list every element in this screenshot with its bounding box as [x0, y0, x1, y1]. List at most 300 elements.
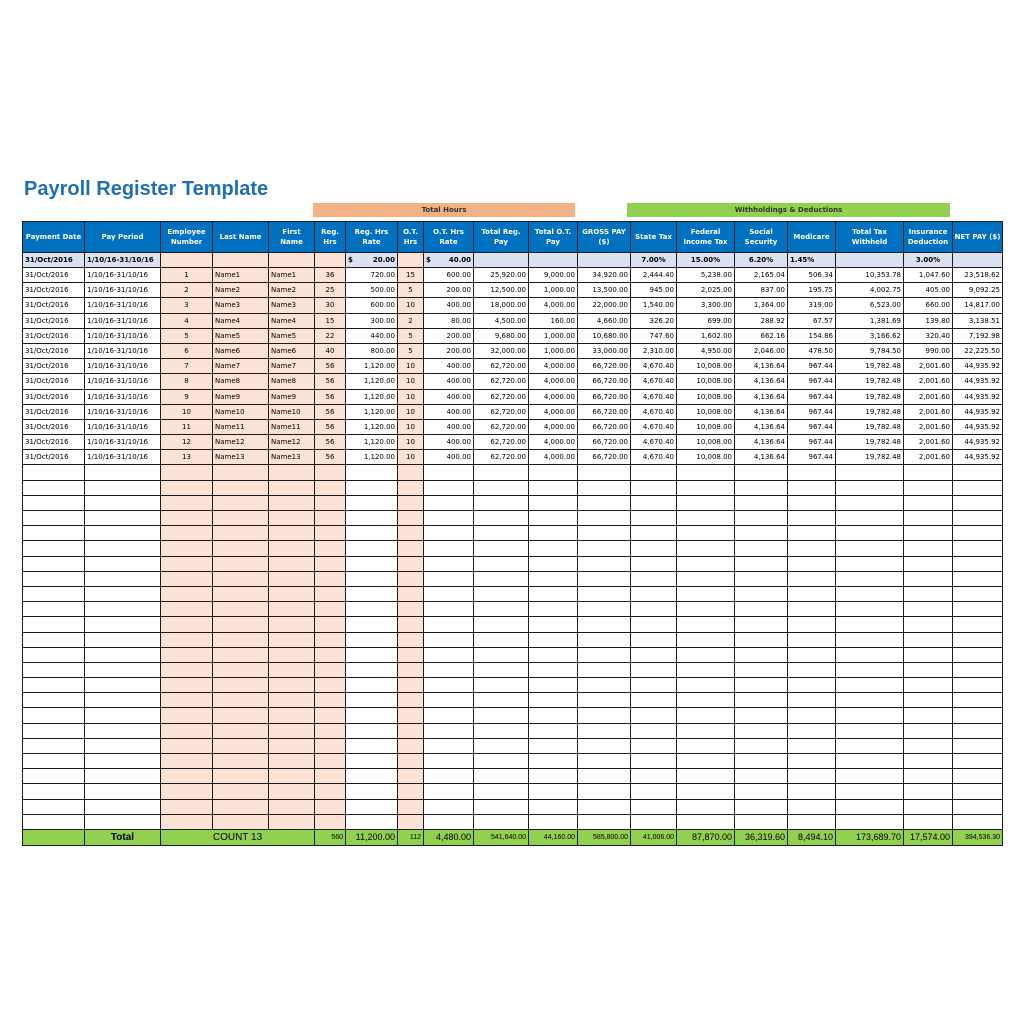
empty-cell[interactable] [398, 662, 424, 677]
cell-last-name[interactable]: Name6 [213, 343, 269, 358]
cell-reg-hrs[interactable]: 56 [315, 374, 346, 389]
cell-total-tax-withheld[interactable]: 6,523.00 [836, 298, 904, 313]
empty-cell[interactable] [788, 814, 836, 829]
cell-insurance-deduction[interactable]: 139.80 [904, 313, 953, 328]
empty-cell[interactable] [269, 799, 315, 814]
empty-cell[interactable] [904, 784, 953, 799]
empty-cell[interactable] [474, 814, 529, 829]
cell-gross-pay[interactable]: 13,500.00 [578, 283, 631, 298]
cell-social-security[interactable]: 4,136.64 [735, 435, 788, 450]
empty-cell[interactable] [23, 784, 85, 799]
empty-cell[interactable] [315, 647, 346, 662]
empty-cell[interactable] [904, 662, 953, 677]
empty-cell[interactable] [904, 617, 953, 632]
cell-payment-date[interactable]: 31/Oct/2016 [23, 359, 85, 374]
empty-cell[interactable] [346, 511, 398, 526]
cell-federal-income-tax[interactable]: 3,300.00 [677, 298, 735, 313]
empty-cell[interactable] [529, 814, 578, 829]
cell-total-tax-withheld[interactable]: 19,782.48 [836, 450, 904, 465]
empty-cell[interactable] [161, 708, 213, 723]
cell-reg-hrs-rate[interactable]: 800.00 [346, 343, 398, 358]
cell-state-tax[interactable]: 1,540.00 [631, 298, 677, 313]
rates-cell[interactable] [398, 253, 424, 268]
empty-cell[interactable] [269, 541, 315, 556]
empty-cell[interactable] [578, 754, 631, 769]
empty-cell[interactable] [213, 511, 269, 526]
cell-total-tax-withheld[interactable]: 19,782.48 [836, 419, 904, 434]
rates-cell[interactable] [529, 253, 578, 268]
cell-last-name[interactable]: Name12 [213, 435, 269, 450]
cell-reg-hrs[interactable]: 22 [315, 328, 346, 343]
empty-cell[interactable] [23, 465, 85, 480]
cell-gross-pay[interactable]: 66,720.00 [578, 404, 631, 419]
empty-cell[interactable] [315, 480, 346, 495]
empty-cell[interactable] [677, 556, 735, 571]
empty-cell[interactable] [578, 571, 631, 586]
empty-cell[interactable] [161, 586, 213, 601]
empty-cell[interactable] [529, 754, 578, 769]
empty-cell[interactable] [474, 617, 529, 632]
empty-cell[interactable] [23, 511, 85, 526]
cell-last-name[interactable]: Name1 [213, 268, 269, 283]
cell-ot-hrs-rate[interactable]: 400.00 [424, 419, 474, 434]
empty-cell[interactable] [85, 465, 161, 480]
cell-pay-period[interactable]: 1/10/16-31/10/16 [85, 343, 161, 358]
empty-cell[interactable] [424, 511, 474, 526]
empty-cell[interactable] [23, 769, 85, 784]
empty-cell[interactable] [788, 480, 836, 495]
cell-total-ot-pay[interactable]: 4,000.00 [529, 359, 578, 374]
empty-cell[interactable] [836, 465, 904, 480]
empty-cell[interactable] [474, 799, 529, 814]
cell-medicare[interactable]: 967.44 [788, 374, 836, 389]
empty-cell[interactable] [904, 632, 953, 647]
empty-cell[interactable] [161, 571, 213, 586]
empty-cell[interactable] [474, 723, 529, 738]
empty-cell[interactable] [85, 586, 161, 601]
cell-total-tax-withheld[interactable]: 19,782.48 [836, 435, 904, 450]
cell-federal-income-tax[interactable]: 699.00 [677, 313, 735, 328]
empty-cell[interactable] [213, 738, 269, 753]
empty-cell[interactable] [788, 754, 836, 769]
cell-medicare[interactable]: 506.34 [788, 268, 836, 283]
empty-cell[interactable] [904, 799, 953, 814]
empty-cell[interactable] [424, 723, 474, 738]
cell-first-name[interactable]: Name12 [269, 435, 315, 450]
empty-cell[interactable] [85, 662, 161, 677]
cell-total-reg-pay[interactable]: 18,000.00 [474, 298, 529, 313]
empty-cell[interactable] [836, 784, 904, 799]
empty-cell[interactable] [474, 480, 529, 495]
empty-cell[interactable] [161, 602, 213, 617]
empty-cell[interactable] [788, 586, 836, 601]
empty-cell[interactable] [161, 617, 213, 632]
empty-cell[interactable] [677, 678, 735, 693]
empty-cell[interactable] [631, 602, 677, 617]
cell-state-tax[interactable]: 4,670.40 [631, 389, 677, 404]
cell-total-ot-pay[interactable]: 1,000.00 [529, 283, 578, 298]
cell-payment-date[interactable]: 31/Oct/2016 [23, 343, 85, 358]
rates-cell[interactable] [836, 253, 904, 268]
cell-net-pay[interactable]: 44,935.92 [953, 435, 1003, 450]
empty-cell[interactable] [398, 495, 424, 510]
empty-cell[interactable] [836, 586, 904, 601]
empty-cell[interactable] [424, 647, 474, 662]
empty-cell[interactable] [735, 556, 788, 571]
cell-payment-date[interactable]: 31/Oct/2016 [23, 268, 85, 283]
empty-cell[interactable] [474, 602, 529, 617]
empty-cell[interactable] [85, 526, 161, 541]
empty-cell[interactable] [346, 541, 398, 556]
empty-cell[interactable] [161, 754, 213, 769]
cell-total-ot-pay[interactable]: 4,000.00 [529, 374, 578, 389]
cell-federal-income-tax[interactable]: 10,008.00 [677, 374, 735, 389]
cell-reg-hrs-rate[interactable]: 1,120.00 [346, 389, 398, 404]
empty-cell[interactable] [836, 571, 904, 586]
empty-cell[interactable] [23, 754, 85, 769]
empty-cell[interactable] [836, 799, 904, 814]
empty-cell[interactable] [269, 602, 315, 617]
cell-ot-hrs-rate[interactable]: 200.00 [424, 343, 474, 358]
empty-cell[interactable] [904, 465, 953, 480]
empty-cell[interactable] [578, 480, 631, 495]
empty-cell[interactable] [161, 678, 213, 693]
empty-cell[interactable] [85, 480, 161, 495]
empty-cell[interactable] [904, 647, 953, 662]
empty-cell[interactable] [424, 754, 474, 769]
cell-net-pay[interactable]: 3,138.51 [953, 313, 1003, 328]
cell-total-tax-withheld[interactable]: 10,353.78 [836, 268, 904, 283]
empty-cell[interactable] [677, 602, 735, 617]
cell-employee-number[interactable]: 6 [161, 343, 213, 358]
empty-cell[interactable] [631, 511, 677, 526]
empty-cell[interactable] [788, 662, 836, 677]
cell-total-ot-pay[interactable]: 4,000.00 [529, 450, 578, 465]
empty-cell[interactable] [161, 632, 213, 647]
cell-net-pay[interactable]: 9,092.25 [953, 283, 1003, 298]
empty-cell[interactable] [315, 495, 346, 510]
empty-cell[interactable] [315, 693, 346, 708]
empty-cell[interactable] [904, 571, 953, 586]
empty-cell[interactable] [161, 723, 213, 738]
cell-total-tax-withheld[interactable]: 19,782.48 [836, 359, 904, 374]
col-header-gross-pay[interactable]: GROSS PAY ($) [578, 222, 631, 253]
col-header-reg-hrs-rate[interactable]: Reg. Hrs Rate [346, 222, 398, 253]
cell-ot-hrs[interactable]: 10 [398, 389, 424, 404]
empty-cell[interactable] [315, 769, 346, 784]
cell-insurance-deduction[interactable]: 1,047.60 [904, 268, 953, 283]
empty-cell[interactable] [953, 571, 1003, 586]
cell-reg-hrs-rate[interactable]: 1,120.00 [346, 435, 398, 450]
empty-cell[interactable] [213, 602, 269, 617]
cell-net-pay[interactable]: 44,935.92 [953, 450, 1003, 465]
empty-cell[interactable] [315, 511, 346, 526]
empty-cell[interactable] [953, 526, 1003, 541]
empty-cell[interactable] [677, 693, 735, 708]
empty-cell[interactable] [788, 465, 836, 480]
empty-cell[interactable] [953, 693, 1003, 708]
empty-cell[interactable] [735, 617, 788, 632]
cell-gross-pay[interactable]: 10,680.00 [578, 328, 631, 343]
empty-cell[interactable] [677, 814, 735, 829]
cell-first-name[interactable]: Name2 [269, 283, 315, 298]
cell-reg-hrs[interactable]: 40 [315, 343, 346, 358]
empty-cell[interactable] [474, 678, 529, 693]
empty-cell[interactable] [788, 556, 836, 571]
cell-gross-pay[interactable]: 66,720.00 [578, 419, 631, 434]
empty-cell[interactable] [836, 632, 904, 647]
empty-cell[interactable] [631, 799, 677, 814]
cell-medicare[interactable]: 967.44 [788, 404, 836, 419]
cell-first-name[interactable]: Name11 [269, 419, 315, 434]
empty-cell[interactable] [346, 708, 398, 723]
cell-first-name[interactable]: Name10 [269, 404, 315, 419]
cell-total-reg-pay[interactable]: 62,720.00 [474, 419, 529, 434]
empty-cell[interactable] [953, 465, 1003, 480]
cell-reg-hrs-rate[interactable]: 1,120.00 [346, 359, 398, 374]
insurance-rate[interactable]: 3.00% [904, 253, 953, 268]
empty-cell[interactable] [474, 495, 529, 510]
cell-employee-number[interactable]: 10 [161, 404, 213, 419]
empty-cell[interactable] [735, 526, 788, 541]
cell-employee-number[interactable]: 11 [161, 419, 213, 434]
empty-cell[interactable] [474, 784, 529, 799]
cell-employee-number[interactable]: 12 [161, 435, 213, 450]
cell-social-security[interactable]: 837.00 [735, 283, 788, 298]
col-header-ot-hrs-rate[interactable]: O.T. Hrs Rate [424, 222, 474, 253]
empty-cell[interactable] [578, 495, 631, 510]
empty-cell[interactable] [529, 480, 578, 495]
empty-cell[interactable] [85, 632, 161, 647]
empty-cell[interactable] [213, 586, 269, 601]
col-header-last-name[interactable]: Last Name [213, 222, 269, 253]
empty-cell[interactable] [315, 586, 346, 601]
empty-cell[interactable] [788, 723, 836, 738]
empty-cell[interactable] [85, 784, 161, 799]
col-header-reg-hrs[interactable]: Reg. Hrs [315, 222, 346, 253]
empty-cell[interactable] [23, 632, 85, 647]
empty-cell[interactable] [578, 784, 631, 799]
cell-employee-number[interactable]: 2 [161, 283, 213, 298]
empty-cell[interactable] [23, 617, 85, 632]
empty-cell[interactable] [677, 480, 735, 495]
empty-cell[interactable] [346, 632, 398, 647]
empty-cell[interactable] [788, 632, 836, 647]
empty-cell[interactable] [269, 465, 315, 480]
empty-cell[interactable] [85, 799, 161, 814]
empty-cell[interactable] [424, 662, 474, 677]
empty-cell[interactable] [85, 769, 161, 784]
empty-cell[interactable] [398, 708, 424, 723]
cell-state-tax[interactable]: 4,670.40 [631, 374, 677, 389]
empty-cell[interactable] [23, 678, 85, 693]
empty-cell[interactable] [474, 571, 529, 586]
cell-pay-period[interactable]: 1/10/16-31/10/16 [85, 419, 161, 434]
cell-total-ot-pay[interactable]: 1,000.00 [529, 328, 578, 343]
empty-cell[interactable] [904, 541, 953, 556]
cell-employee-number[interactable]: 5 [161, 328, 213, 343]
empty-cell[interactable] [269, 556, 315, 571]
empty-cell[interactable] [213, 480, 269, 495]
empty-cell[interactable] [161, 541, 213, 556]
empty-cell[interactable] [23, 495, 85, 510]
empty-cell[interactable] [953, 723, 1003, 738]
social-security-rate[interactable]: 6.20% [735, 253, 788, 268]
empty-cell[interactable] [23, 738, 85, 753]
cell-first-name[interactable]: Name4 [269, 313, 315, 328]
cell-reg-hrs[interactable]: 56 [315, 359, 346, 374]
empty-cell[interactable] [315, 754, 346, 769]
empty-cell[interactable] [161, 556, 213, 571]
empty-cell[interactable] [269, 617, 315, 632]
cell-ot-hrs[interactable]: 10 [398, 298, 424, 313]
empty-cell[interactable] [269, 647, 315, 662]
empty-cell[interactable] [788, 526, 836, 541]
cell-total-ot-pay[interactable]: 1,000.00 [529, 343, 578, 358]
empty-cell[interactable] [529, 602, 578, 617]
col-header-employee-number[interactable]: Employee Number [161, 222, 213, 253]
rates-cell[interactable] [269, 253, 315, 268]
empty-cell[interactable] [529, 647, 578, 662]
col-header-medicare[interactable]: Medicare [788, 222, 836, 253]
empty-cell[interactable] [836, 647, 904, 662]
cell-last-name[interactable]: Name11 [213, 419, 269, 434]
empty-cell[interactable] [578, 465, 631, 480]
cell-medicare[interactable]: 154.86 [788, 328, 836, 343]
empty-cell[interactable] [346, 784, 398, 799]
empty-cell[interactable] [213, 526, 269, 541]
medicare-rate[interactable]: 1.45% [788, 253, 836, 268]
cell-ot-hrs-rate[interactable]: 400.00 [424, 359, 474, 374]
empty-cell[interactable] [85, 693, 161, 708]
cell-last-name[interactable]: Name7 [213, 359, 269, 374]
cell-social-security[interactable]: 1,364.00 [735, 298, 788, 313]
cell-reg-hrs-rate[interactable]: 1,120.00 [346, 419, 398, 434]
empty-cell[interactable] [735, 602, 788, 617]
cell-medicare[interactable]: 967.44 [788, 389, 836, 404]
empty-cell[interactable] [677, 526, 735, 541]
cell-first-name[interactable]: Name3 [269, 298, 315, 313]
cell-total-tax-withheld[interactable]: 3,166.62 [836, 328, 904, 343]
empty-cell[interactable] [398, 678, 424, 693]
empty-cell[interactable] [269, 480, 315, 495]
empty-cell[interactable] [529, 784, 578, 799]
empty-cell[interactable] [213, 769, 269, 784]
empty-cell[interactable] [346, 754, 398, 769]
col-header-total-ot-pay[interactable]: Total O.T. Pay [529, 222, 578, 253]
empty-cell[interactable] [735, 814, 788, 829]
cell-insurance-deduction[interactable]: 990.00 [904, 343, 953, 358]
empty-cell[interactable] [315, 723, 346, 738]
empty-cell[interactable] [474, 769, 529, 784]
empty-cell[interactable] [346, 693, 398, 708]
empty-cell[interactable] [631, 708, 677, 723]
empty-cell[interactable] [904, 738, 953, 753]
empty-cell[interactable] [529, 708, 578, 723]
empty-cell[interactable] [23, 799, 85, 814]
empty-cell[interactable] [23, 814, 85, 829]
col-header-federal-income-tax[interactable]: Federal Income Tax [677, 222, 735, 253]
col-header-pay-period[interactable]: Pay Period [85, 222, 161, 253]
empty-cell[interactable] [85, 541, 161, 556]
empty-cell[interactable] [953, 586, 1003, 601]
empty-cell[interactable] [631, 541, 677, 556]
cell-ot-hrs-rate[interactable]: 80.00 [424, 313, 474, 328]
cell-first-name[interactable]: Name8 [269, 374, 315, 389]
col-header-net-pay[interactable]: NET PAY ($) [953, 222, 1003, 253]
empty-cell[interactable] [529, 556, 578, 571]
cell-gross-pay[interactable]: 66,720.00 [578, 450, 631, 465]
empty-cell[interactable] [23, 647, 85, 662]
cell-total-tax-withheld[interactable]: 19,782.48 [836, 389, 904, 404]
empty-cell[interactable] [677, 571, 735, 586]
cell-net-pay[interactable]: 22,225.50 [953, 343, 1003, 358]
empty-cell[interactable] [85, 738, 161, 753]
cell-insurance-deduction[interactable]: 2,001.60 [904, 359, 953, 374]
cell-payment-date[interactable]: 31/Oct/2016 [23, 419, 85, 434]
empty-cell[interactable] [213, 754, 269, 769]
empty-cell[interactable] [788, 693, 836, 708]
cell-total-ot-pay[interactable]: 9,000.00 [529, 268, 578, 283]
cell-net-pay[interactable]: 44,935.92 [953, 389, 1003, 404]
empty-cell[interactable] [631, 647, 677, 662]
empty-cell[interactable] [398, 738, 424, 753]
empty-cell[interactable] [398, 617, 424, 632]
empty-cell[interactable] [631, 693, 677, 708]
cell-total-reg-pay[interactable]: 32,000.00 [474, 343, 529, 358]
empty-cell[interactable] [398, 814, 424, 829]
empty-cell[interactable] [346, 738, 398, 753]
empty-cell[interactable] [269, 495, 315, 510]
empty-cell[interactable] [398, 511, 424, 526]
empty-cell[interactable] [424, 495, 474, 510]
cell-gross-pay[interactable]: 66,720.00 [578, 359, 631, 374]
cell-reg-hrs-rate[interactable]: 500.00 [346, 283, 398, 298]
empty-cell[interactable] [953, 738, 1003, 753]
cell-last-name[interactable]: Name4 [213, 313, 269, 328]
empty-cell[interactable] [578, 511, 631, 526]
col-header-social-security[interactable]: Social Security [735, 222, 788, 253]
col-header-total-reg-pay[interactable]: Total Reg. Pay [474, 222, 529, 253]
empty-cell[interactable] [161, 693, 213, 708]
empty-cell[interactable] [213, 784, 269, 799]
empty-cell[interactable] [953, 541, 1003, 556]
empty-cell[interactable] [836, 678, 904, 693]
empty-cell[interactable] [953, 754, 1003, 769]
empty-cell[interactable] [424, 738, 474, 753]
cell-total-tax-withheld[interactable]: 9,784.50 [836, 343, 904, 358]
empty-cell[interactable] [346, 723, 398, 738]
cell-reg-hrs-rate[interactable]: 1,120.00 [346, 404, 398, 419]
cell-insurance-deduction[interactable]: 660.00 [904, 298, 953, 313]
cell-reg-hrs[interactable]: 56 [315, 419, 346, 434]
empty-cell[interactable] [474, 662, 529, 677]
cell-payment-date[interactable]: 31/Oct/2016 [23, 435, 85, 450]
cell-social-security[interactable]: 4,136.64 [735, 404, 788, 419]
empty-cell[interactable] [398, 723, 424, 738]
empty-cell[interactable] [424, 465, 474, 480]
cell-reg-hrs-rate[interactable]: 1,120.00 [346, 374, 398, 389]
cell-payment-date[interactable]: 31/Oct/2016 [23, 389, 85, 404]
empty-cell[interactable] [735, 480, 788, 495]
empty-cell[interactable] [788, 495, 836, 510]
cell-payment-date[interactable]: 31/Oct/2016 [23, 404, 85, 419]
empty-cell[interactable] [677, 632, 735, 647]
cell-medicare[interactable]: 195.75 [788, 283, 836, 298]
empty-cell[interactable] [213, 556, 269, 571]
cell-insurance-deduction[interactable]: 2,001.60 [904, 374, 953, 389]
empty-cell[interactable] [836, 556, 904, 571]
